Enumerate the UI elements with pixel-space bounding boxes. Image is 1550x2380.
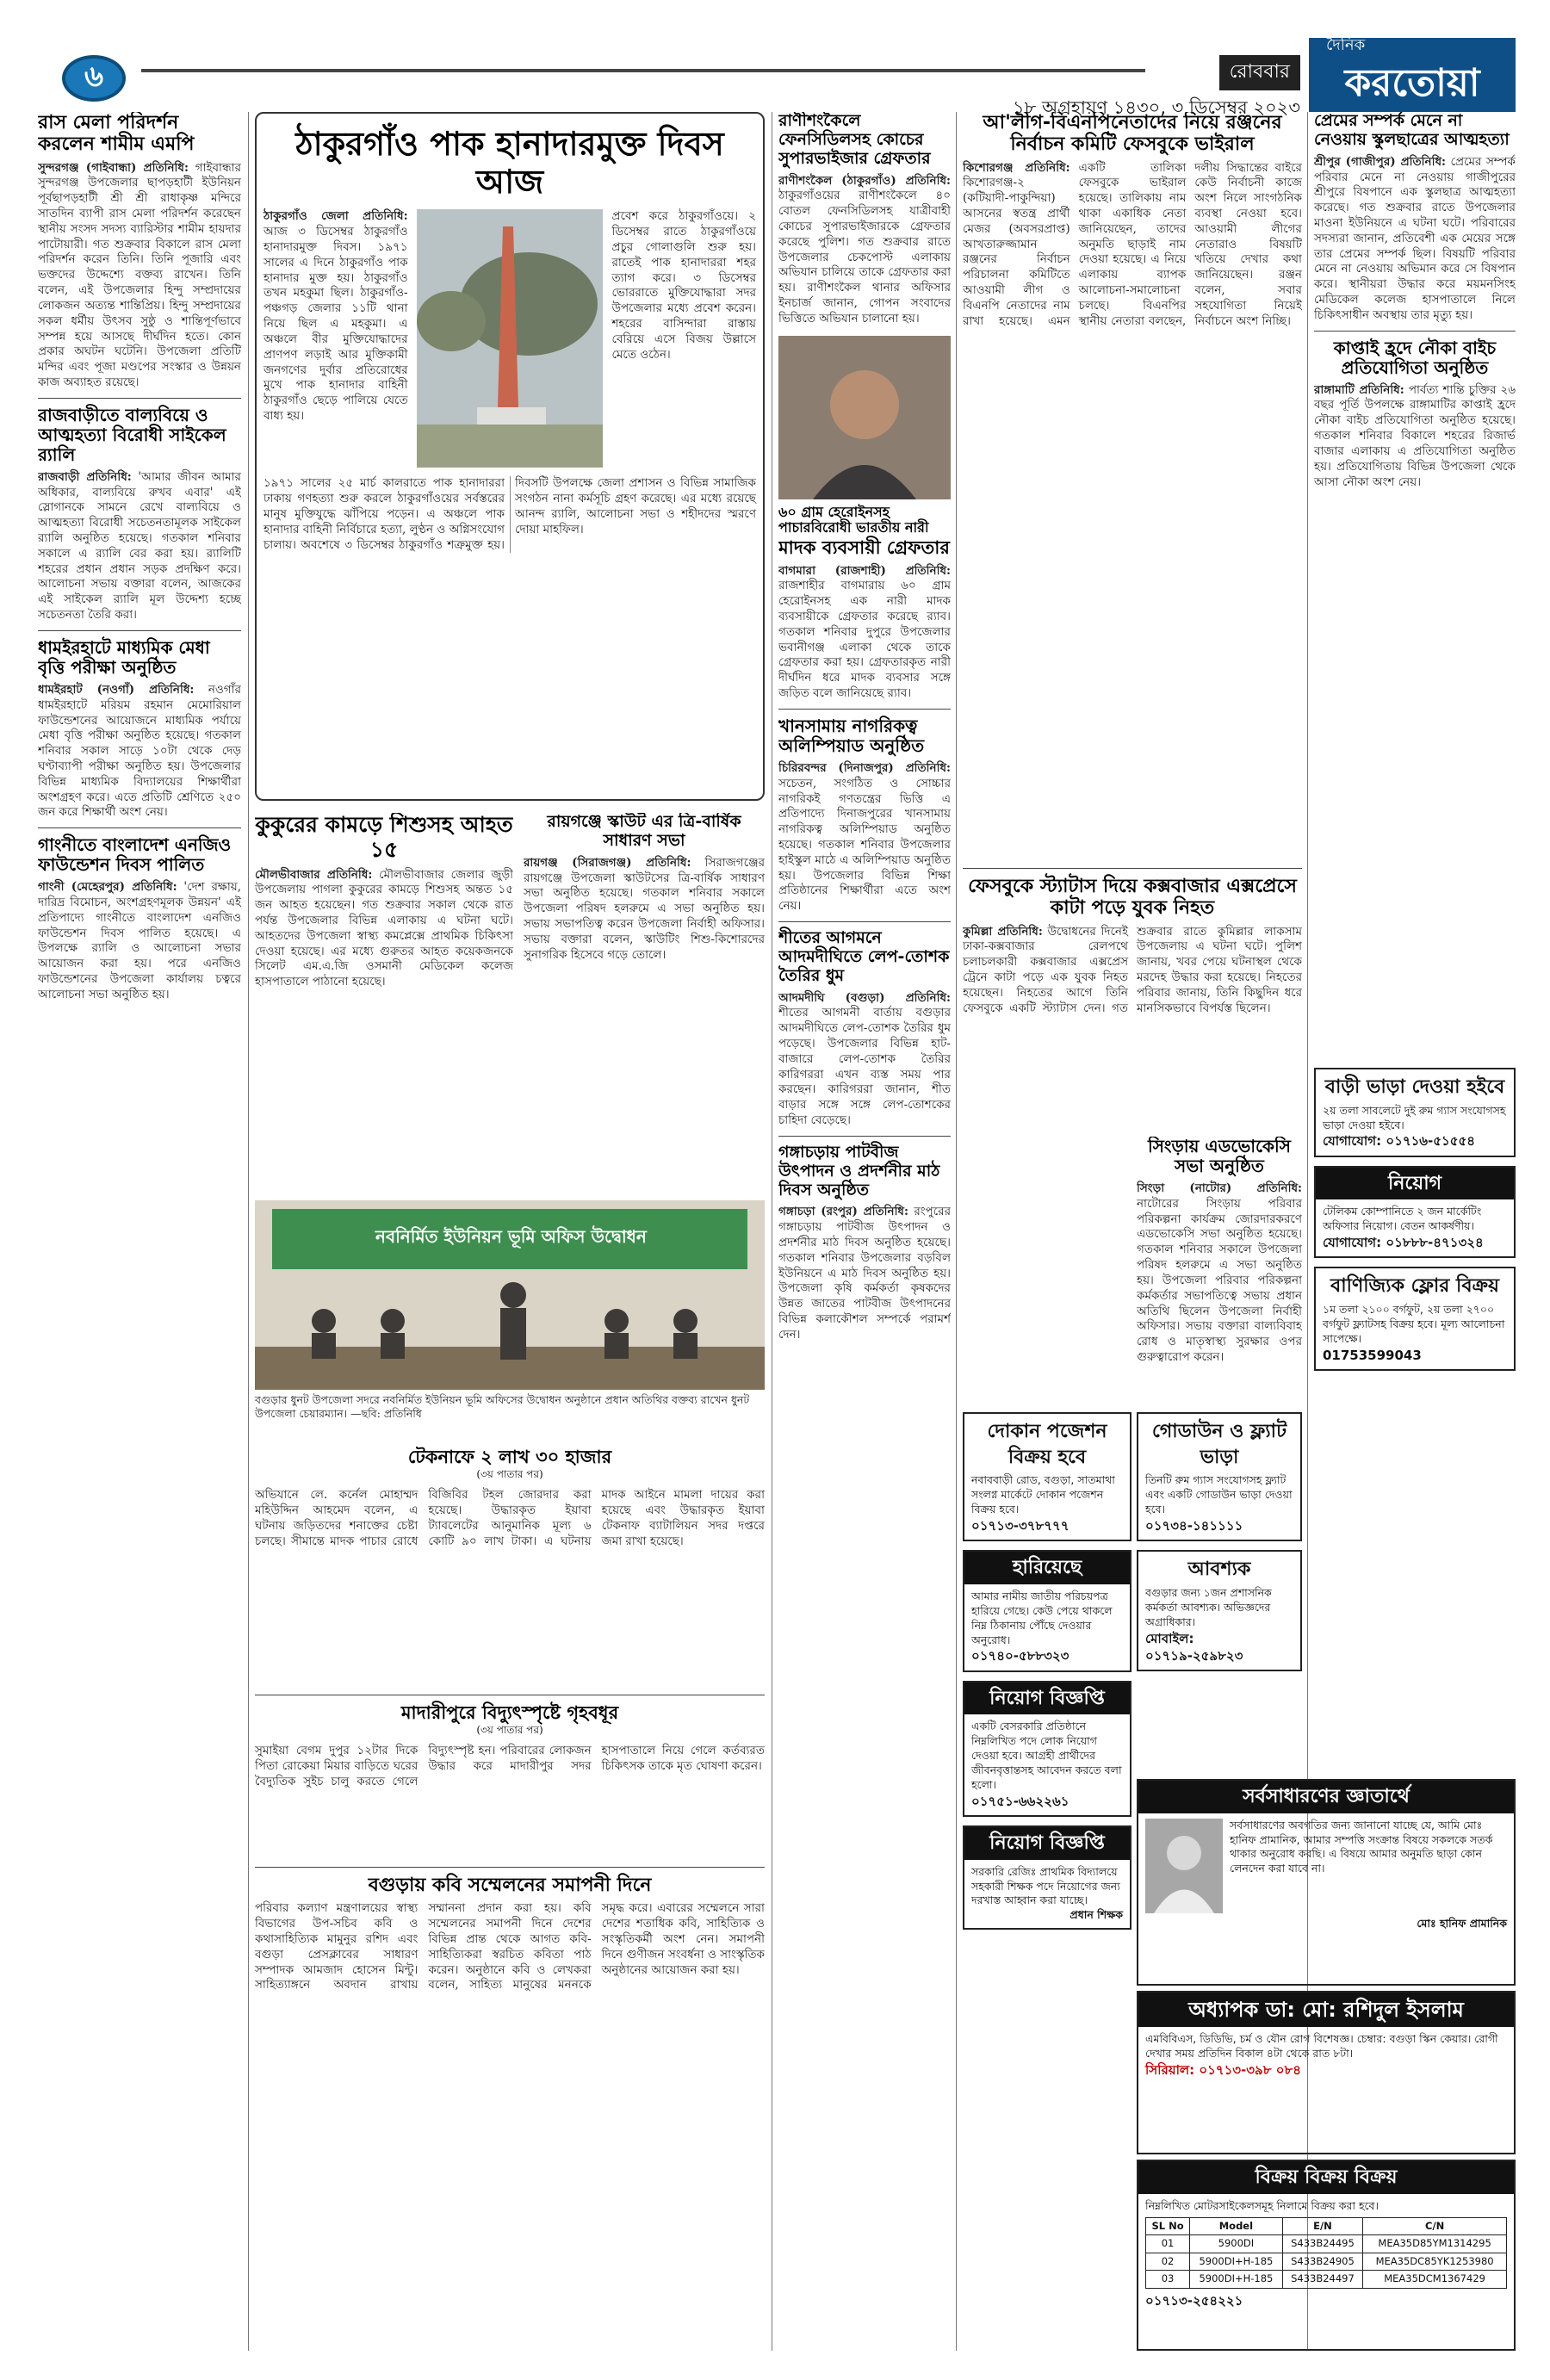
sale-table-cell: 02 (1146, 2253, 1190, 2271)
ad-title: বিক্রয় বিক্রয় বিক্রয় (1138, 2161, 1514, 2194)
article-body: উদ্বোধনের দিনেই ঢাকা-কক্সবাজার রেলপথে চলাচলকারী কক্সবাজার এক্সপ্রেস ট্রেনে কাটা পড়ে এক যুবক নিহত হয়েছেন। নিহতের আগে তিনি ফেসবুকে একটি স্ট্যাটাস দেন। গত শুক্রবার রাতে কুমিল্লার লাকসাম উপজেলায় এ ঘটনা ঘটে। পুলিশ জানায়, খবর পেয়ে ঘটনাস্থল থেকে মরদেহ উদ্ধার করা হয়েছে। নিহতের পরিবার জানায়, তিনি কিছুদিন ধরে মানসিকভাবে বিপর্যস্ত ছিলেন। (963, 924, 1302, 1015)
divider (38, 827, 241, 828)
article-body: ঠাকুরগাঁওয়ের রাণীশংকৈলে ৪০ বোতল ফেনসিডিলসহ যাত্রীবাহী কোচের সুপারভাইজারকে গ্রেফতার করেছে পুলিশ। গত শুক্রবার রাতে উপজেলার চেকপোস্ট এলাকায় অভিযান চালিয়ে তাকে গ্রেফতার করা হয়। রাণীশংকৈল থানার অফিসার ইনচার্জ জানান, গোপন সংবাদের ভিত্তিতে অভিযান চালানো হয়। (778, 189, 951, 325)
ad-body: আমার নামীয় জাতীয় পরিচয়পত্র হারিয়ে গেছে। কেউ পেয়ে থাকলে নিম্ন ঠিকানায় পৌঁছে দেওয়ার অনুরোধ। (971, 1589, 1113, 1646)
sale-table-cell: MEA35D85YM1314295 (1363, 2235, 1507, 2253)
byline: মৌলভীবাজার প্রতিনিধি: (255, 867, 373, 882)
article-body: নাটোরের সিংড়ায় পরিবার পরিকল্পনা কার্যক্রম জোরদারকরণে এডভোকেসি সভা অনুষ্ঠিত হয়েছে। গতকাল শনিবার সকালে উপজেলা পরিষদ হলরুমে এ সভা অনুষ্ঠিত হয়। উপজেলা পরিবার পরিকল্পনা কর্মকর্তার সভাপতিত্বে সভায় প্রধান অতিথি ছিলেন উপজেলা নির্বাহী অফিসার। সভায় বক্তারা বাল্যবিবাহ রোধ ও মাতৃস্বাস্থ্য সুরক্ষার ওপর গুরুত্বারোপ করেন। (1137, 1196, 1302, 1364)
lead-body-full: ১৯৭১ সালের ২৫ মার্চ কালরাতে পাক হানাদাররা ঢাকায় গণহত্যা শুরু করলে ঠাকুরগাঁওয়ের সর্বস্তরের মানুষ মুক্তিযুদ্ধে ঝাঁপিয়ে পড়েন। এ অঞ্চলে পাক হানাদার বাহিনী নির্বিচারে হত্যা, লুণ্ঠন ও অগ্নিসংযোগ চালায়। অবশেষে ৩ ডিসেম্বর ঠাকুরগাঁও শত্রুমুক্ত হয়। দিবসটি উপলক্ষে জেলা প্রশাসন ও বিভিন্ন সামাজিক সংগঠন নানা কর্মসূচি গ্রহণ করেছে। এর মধ্যে রয়েছে আনন্দ র‌্যালি, আলোচনা সভা ও শহীদদের স্মরণে দোয়া মাহফিল। (264, 476, 756, 552)
sale-table-header: SL No (1146, 2217, 1190, 2235)
ad-phone: যোগাযোগ: ০১৭১৬-৫১৫৫৪ (1323, 1133, 1475, 1150)
singra-story (1137, 1137, 1302, 1412)
continuation-note: (৩য় পাতার পর) (476, 1724, 543, 1737)
headline-madaripur: মাদারীপুরে বিদ্যুৎস্পৃষ্টে গৃহবধূর (400, 1702, 619, 1723)
sale-table-cell: S433B24497 (1282, 2271, 1363, 2289)
article-teknaf: অভিযানে লে. কর্নেল মোহাম্মদ মহিউদ্দিন আহমেদ বলেন, এ ঘটনায় জড়িতদের শনাক্তের চেষ্টা চলছে। সীমান্তে মাদক পাচার রোধে বিজিবির টহল জোরদার করা হয়েছে। উদ্ধারকৃত ইয়াবা ট্যাবলেটের আনুমানিক মূল্য ৬ কোটি ৯০ লাখ টাকা। এ ঘটনায় মাদক আইনে মামলা দায়ের করা হয়েছে এবং উদ্ধারকৃত ইয়াবা টেকনাফ ব্যাটালিয়ন সদর দপ্তরে জমা রাখা হয়েছে। (255, 1488, 765, 1548)
ad-doctor (1137, 1991, 1516, 2154)
ad-title: সর্বসাধারণের জ্ঞাতার্থে (1138, 1781, 1514, 1813)
article-boat-race (1314, 383, 1516, 491)
sale-table-row (1146, 2253, 1507, 2271)
column-rule (956, 112, 957, 2351)
byline: চিরিরবন্দর (দিনাজপুর) প্রতিনিধি: (778, 760, 951, 775)
sale-table-cell: MEA35DC85YK1253980 (1363, 2253, 1507, 2271)
column-5-mid (963, 861, 1302, 1137)
ad-phone: সিরিয়াল: ০১৭১৩-৩৯৮ ০৮৪ (1145, 2062, 1301, 2079)
byline: ঠাকুরগাঁও জেলা প্রতিনিধি: (264, 209, 408, 224)
ad-phone: ০১৭১৩-২৫৪২২১ (1145, 2292, 1243, 2309)
divider (38, 398, 241, 399)
article-body: 'দেশ রক্ষায়, দারিদ্র বিমোচন, অংশগ্রহণমূলক উন্নয়ন' এই প্রতিপাদ্যে গাংনীতে বাংলাদেশ এনজিও ফাউন্ডেশন দিবস পালিত হয়েছে। এ উপলক্ষে র‌্যালি ও আলোচনা সভার আয়োজন করা হয়। পরে এনজিও ফাউন্ডেশনের উপজেলা কার্যালয় চত্বরে আলোচনা সভা অনুষ্ঠিত হয়। (38, 880, 241, 1001)
ad-title: বাড়ী ভাড়া দেওয়া হইবে (1324, 1076, 1505, 1098)
ad-title: বাণিজ্যিক ফ্লোর বিক্রয় (1330, 1275, 1499, 1298)
article-body: নওগাঁর ধামইরহাটে মরিয়ম রহমান মেমোরিয়াল ফাউন্ডেশনের আয়োজনে মাধ্যমিক পর্যায়ে মেধা বৃত্তি পরীক্ষা অনুষ্ঠিত হয়েছে। গতকাল শনিবার সকাল সাড়ে ১০টা থেকে দেড় ঘণ্টাব্যাপী পরীক্ষা অনুষ্ঠিত হয়। উপজেলার বিভিন্ন মাধ্যমিক বিদ্যালয়ের শিক্ষার্থীরা অংশগ্রহণ করে। এতে প্রতিটি শ্রেণিতে ২৫০ জন করে শিক্ষার্থী অংশ নেয়। (38, 682, 241, 820)
article-body: প্রেমের সম্পর্ক পরিবার মেনে না নেওয়ায় গাজীপুরের শ্রীপুরে বিষপানে এক স্কুলছাত্র আত্মহত্যা করেছে। গত শুক্রবার রাতে উপজেলার মাওনা ইউনিয়নে এ ঘটনা ঘটে। পরিবারের সদস্যরা জানান, প্রতিবেশী এক মেয়ের সঙ্গে তার প্রেমের সম্পর্ক ছিল। বিষয়টি পরিবার মেনে না নেওয়ায় অভিমান করে সে বিষপান করে। স্থানীয়রা উদ্ধার করে ময়মনসিংহ মেডিকেল কলেজ হাসপাতালে নিলে চিকিৎসাধীন অবস্থায় তার মৃত্যু হয়। (1314, 154, 1516, 322)
article-singra-advocacy (1137, 1181, 1302, 1366)
ad-body: ২য় তলা সাবলেটে দুই রুম গ্যাস সংযোগসহ ভাড়া দেওয়া হইবে। (1323, 1103, 1506, 1131)
headline-drug-dealer: মাদক ব্যবসায়ী গ্রেফতার (778, 537, 950, 559)
headline-scouts: রায়গঞ্জে স্কাউট এর ত্রি-বার্ষিক সাধারণ সভা (547, 813, 741, 850)
column-1 (38, 112, 241, 2351)
ad-body: এমবিবিএস, ডিডিভি, চর্ম ও যৌন রোগ বিশেষজ্ঞ। চেম্বার: বগুড়া স্কিন কেয়ার। রোগী দেখার সময় প্রতিদিন বিকাল ৪টা থেকে রাত ৮টা। (1145, 2032, 1498, 2061)
ad-phone: ০১৭৪০-৫৮৮৩২৩ (971, 1648, 1070, 1664)
byline: শ্রীপুর (গাজীপুর) প্রতিনিধি: (1314, 154, 1446, 169)
article-body: সচেতন, সংগঠিত ও সোচ্চার নাগরিকই গণতন্ত্রের ভিত্তি এ প্রতিপাদ্যে দিনাজপুরের খানসামায় নাগরিকত্ব অলিম্পিয়াড অনুষ্ঠিত হয়েছে। গতকাল শনিবার উপজেলার হাইস্কুল মাঠে এ অলিম্পিয়াড অনুষ্ঠিত হয়। উপজেলার বিভিন্ন শিক্ষা প্রতিষ্ঠানের শিক্ষার্থীরা এতে অংশ নেয়। (778, 776, 951, 914)
headline-election-committee: আ'লীগ-বিএনপিনেতাদের নিয়ে রঞ্জনের নির্বাচন কমিটি ফেসবুকে ভাইরাল (983, 112, 1282, 156)
article-ras-mela (38, 161, 241, 391)
article-body: গাইবান্ধার সুন্দরগঞ্জ উপজেলার ছাপড়হাটী ইউনিয়ন পূর্বছাপড়হাটী শ্রী শ্রী রাধাকৃষ্ণ মন্দিরে সাতদিন ব্যাপী রাস মেলা পরিদর্শন করেছেন স্থানীয় সংসদ সদস্য ব্যারিস্টার শামীম হায়দার পাটোয়ারী। গত শুক্রবার বিকালে রাস মেলা পরিদর্শন করেন তিনি। তিনি পূজারি এবং ভক্তদের উদ্দেশ্যে বক্তব্য রাখেন। তিনি বলেন, এই উপজেলার হিন্দু সম্প্রদায়ের লোকজন অত্যন্ত শান্তিপ্রিয়। হিন্দু সম্প্রদায়ের সকল ধর্মীয় উৎসব সুষ্ঠু ও শান্তিপূর্ণভাবে সম্পন্ন হয়ে আসছে দীর্ঘদিন হতে। কোন প্রকার অঘটন ঘটেনি। উপজেলা প্রতিটি মন্দির এবং পূজা মণ্ডপের সংস্কার ও উন্নয়ন কাজ অব্যাহত রয়েছে। (38, 160, 241, 389)
sale-table-cell: 03 (1146, 2271, 1190, 2289)
byline: কিশোরগঞ্জ প্রতিনিধি: (963, 160, 1070, 175)
ad-house-rent (1314, 1068, 1516, 1157)
byline: কুমিল্লা প্রতিনিধি: (963, 924, 1043, 939)
ad-signature: প্রধান শিক্ষক (1070, 1908, 1123, 1922)
article-body: রংপুরের গঙ্গাচড়ায় পাটবীজ উৎপাদন ও প্রদর্শনীর মাঠ দিবস অনুষ্ঠিত হয়েছে। গতকাল শনিবার উপজেলার বড়বিল ইউনিয়নে এ মাঠ দিবস অনুষ্ঠিত হয়। উপজেলা কৃষি কর্মকর্তা কৃষকদের উন্নত জাতের পাটবীজ উৎপাদনের বিভিন্ন কলাকৌশল সম্পর্কে পরামর্শ দেন। (778, 1205, 951, 1342)
monument-illustration (417, 209, 604, 468)
headline-singra-advocacy: সিংড়ায় এডভোকেসি সভা অনুষ্ঠিত (1147, 1137, 1291, 1176)
divider (778, 709, 951, 710)
portrait-photo (778, 336, 951, 499)
ad-lost (963, 1550, 1132, 1671)
divider (38, 630, 241, 631)
photo-headline: ৬০ গ্রাম হেরোইনসহ পাচারবিরোধী ভারতীয় নারী (778, 503, 929, 536)
byline: সুন্দরগঞ্জ (গাইবান্ধা) প্রতিনিধি: (38, 160, 189, 175)
dog-bite-story (255, 813, 513, 1192)
sale-table-cell: 5900DI+H-185 (1190, 2271, 1283, 2289)
article-jute-seed (778, 1205, 951, 1342)
event-photo (255, 1200, 765, 1390)
ad-phone: যোগাযোগ: ০১৮৮৮-৪৭১৩২৪ (1323, 1235, 1484, 1251)
divider (255, 1867, 765, 1868)
headline-scholarship-exam: ধামইরহাটে মাধ্যমিক মেধা বৃত্তি পরীক্ষা অনুষ্ঠিত (38, 636, 210, 678)
article-olympiad (778, 761, 951, 914)
ad-signature: মোঃ হানিফ প্রামানিক (1417, 1916, 1507, 1930)
byline: রায়গঞ্জ (সিরাজগঞ্জ) প্রতিনিধি: (524, 855, 691, 870)
ad-phone: ০১৭৫১-৬৬২২৬১ (971, 1793, 1070, 1809)
sale-table-row (1146, 2235, 1507, 2253)
headline-ras-mela: রাস মেলা পরিদর্শন করলেন শামীম এমপি (38, 112, 195, 156)
byline: গাংনী (মেহেরপুর) প্রতিনিধি: (38, 880, 177, 895)
divider (778, 1136, 951, 1137)
article-body: আজ ৩ ডিসেম্বর ঠাকুরগাঁও হানাদারমুক্ত দিবস। ১৯৭১ সালের এ দিনে ঠাকুরগাঁও পাক হানাদার মুক্ত হয়। ঠাকুরগাঁও তখন মহকুমা ছিল। ঠাকুরগাঁও-পঞ্চগড় জেলার ১১টি থানা নিয়ে ছিল এ মহকুমা। এ অঞ্চলে বীর মুক্তিযোদ্ধাদের প্রাণপণ লড়াই আর মুক্তিকামী জনগণের দুর্বার প্রতিরোধের মুখে পাক হানাদার বাহিনী ঠাকুরগাঁও ছেড়ে পালিয়ে যেতে বাধ্য হয়। (264, 225, 408, 423)
ad-body: টেলিকম কোম্পানিতে ২ জন মার্কেটিং অফিসার নিয়োগ। বেতন আকর্ষণীয়। (1323, 1205, 1482, 1233)
headline-quilt-making: শীতের আগমনে আদমদীঘিতে লেপ-তোশক তৈরির ধুম (778, 928, 950, 985)
article-scholarship-exam (38, 683, 241, 821)
continuation-note: (৩য় পাতার পর) (476, 1468, 543, 1481)
ad-title: হারিয়েছে (964, 1552, 1130, 1584)
sale-table-header: E/N (1282, 2217, 1363, 2235)
article-phensedyl-arrest (778, 174, 951, 327)
scouts-story (524, 813, 765, 1192)
headline-teknaf: টেকনাফে ২ লাখ ৩০ হাজার (407, 1447, 612, 1467)
ads-column-c (1314, 1068, 1516, 1429)
bogura-story (255, 1860, 765, 2351)
article-cycle-rally (38, 470, 241, 623)
article-train-death (963, 925, 1302, 1017)
column-4 (778, 112, 951, 2351)
photo-banner-text: নবনির্মিত ইউনিয়ন ভূমি অফিস উদ্বোধন (375, 1226, 647, 1247)
logo-small-text: দৈনিক (1326, 36, 1366, 54)
ad-body: সরকারি রেজিঃ প্রাথমিক বিদ্যালয়ে সহকারী শিক্ষক পদে নিয়োগের জন্য দরখাস্ত আহ্বান করা যাচ্ছে। (971, 1864, 1120, 1907)
ad-phone: ০১৭১৩-৩৭৮৭৭৭ (971, 1518, 1070, 1534)
ads-column-b (1137, 1412, 1302, 1774)
headline-phensedyl-arrest: রাণীশংকৈলে ফেনসিডিলসহ কোচের সুপারভাইজার গ্রেফতার (778, 112, 931, 168)
article-scouts (524, 856, 765, 964)
article-quilt-making (778, 991, 951, 1129)
headline-olympiad: খানসামায় নাগরিকত্ব অলিম্পিয়াড অনুষ্ঠিত (778, 715, 925, 756)
headline-dog-bite: কুকুরের কামড়ে শিশুসহ আহত ১৫ (255, 813, 513, 862)
notice-person-photo (1145, 1819, 1223, 1913)
byline: রাজবাড়ী প্রতিনিধি: (38, 469, 132, 484)
news-photo-block (255, 1200, 765, 1422)
ad-title: নিয়োগ বিজ্ঞপ্তি (964, 1827, 1130, 1860)
ad-title: নিয়োগ (1316, 1168, 1514, 1200)
ad-title: নিয়োগ বিজ্ঞপ্তি (964, 1683, 1130, 1715)
newspaper-logo (1309, 38, 1516, 112)
sale-table-cell: S433B24495 (1282, 2235, 1363, 2253)
headline-train-death: ফেসবুকে স্ট্যাটাস দিয়ে কক্সবাজার এক্সপ্রেসে কাটা পড়ে যুবক নিহত (968, 876, 1297, 920)
article-body: 'আমার জীবন আমার অধিকার, বাল্যবিয়ে রুখব এবার' এই স্লোগানকে সামনে রেখে বাল্যবিয়ে ও আত্মহত্যা বিরোধী সচেতনতামূলক সাইকেল র‌্যালি অনুষ্ঠিত হয়েছে। গতকাল শনিবার সকালে এ র‌্যালি বের করা হয়। র‌্যালিটি শহরের প্রধান প্রধান সড়ক প্রদক্ষিণ করে। আলোচনা সভায় বক্তারা বলেন, আজকের এই সাইকেল র‌্যালি মূল উদ্দেশ্য হচ্ছে সচেতনতা তৈরি করা। (38, 469, 241, 623)
sale-table-cell: 5900DI (1190, 2235, 1283, 2253)
portrait-illustration (778, 336, 951, 499)
headline-cycle-rally: রাজবাড়ীতে বাল্যবিয়ে ও আত্মহত্যা বিরোধী সাইকেল র‌্যালি (38, 404, 226, 465)
sale-table-cell: 5900DI+H-185 (1190, 2253, 1283, 2271)
teknaf-story (255, 1447, 765, 1705)
ad-title: দোকান পজেশন বিক্রয় হবে (987, 1421, 1107, 1468)
page-number: ৬ (84, 59, 104, 94)
masthead-day: রোববার (1219, 55, 1300, 90)
ad-body: তিনটি রুম গ্যাস সংযোগসহ ফ্ল্যাট এবং একটি গোডাউন ভাড়া দেওয়া হবে। (1145, 1473, 1293, 1516)
byline: রাণীশংকৈল (ঠাকুরগাঁও) প্রতিনিধি: (778, 173, 951, 188)
ad-shop-sale (963, 1412, 1132, 1541)
person-illustration (1145, 1819, 1223, 1913)
column-rule (248, 112, 249, 2351)
byline: বাগমারা (রাজশাহী) প্রতিনিধি: (778, 563, 951, 578)
ad-phone: ০১৭৩৪-১৪১১১১ (1145, 1518, 1243, 1534)
lead-story-box (255, 112, 765, 801)
ad-floor-sale (1314, 1267, 1516, 1371)
article-madaripur: সুমাইয়া বেগম দুপুর ১২টার দিকে পিতা রোকেয়া মিয়ার বাড়িতে ঘরের বৈদ্যুতিক সুইচ চালু করতে গেলে বিদ্যুৎস্পৃষ্ট হন। পরিবারের লোকজন উদ্ধার করে মাদারীপুর সদর হাসপাতালে নিয়ে গেলে কর্তব্যরত চিকিৎসক তাকে মৃত ঘোষণা করেন। (255, 1744, 765, 1788)
sale-table (1145, 2217, 1507, 2289)
article-ngo-foundation-day (38, 880, 241, 1003)
headline-ngo-foundation-day: গাংনীতে বাংলাদেশ এনজিও ফাউন্ডেশন দিবস পালিত (38, 834, 232, 876)
ad-phone: মোবাইল: ০১৭১৯-২৫৯৮২৩ (1145, 1630, 1243, 1664)
sale-table-header-row (1146, 2217, 1507, 2235)
lead-headline: ঠাকুরগাঁও পাক হানাদারমুক্ত দিবস আজ (295, 125, 724, 201)
ad-body: সর্বসাধারণের অবগতির জন্য জানানো যাচ্ছে যে, আমি মোঃ হানিফ প্রামানিক, আমার সম্পত্তি সংক্রান্ত বিষয়ে সকলকে সতর্ক থাকার অনুরোধ করছি। এ বিষয়ে আমার অনুমতি ছাড়া কোন লেনদেন করা যাবে না। (1230, 1818, 1493, 1875)
ad-body: নিম্নলিখিত মোটরসাইকেলসমূহ নিলামে বিক্রয় করা হবে। (1145, 2198, 1379, 2212)
headline-bogura: বগুড়ায় কবি সম্মেলনের সমাপনী দিনে (368, 1875, 652, 1896)
ad-motorcycle-sale (1137, 2160, 1516, 2351)
divider (963, 868, 1302, 869)
lead-body-right: প্রবেশ করে ঠাকুরগাঁওয়ে। ২ ডিসেম্বর রাতে ঠাকুরগাঁওয়ে প্রচুর গোলাগুলি শুরু হয়। রাতেই পাক হানাদাররা শহর ত্যাগ করে। ৩ ডিসেম্বর ভোররাতে মুক্তিযোদ্ধারা সদর উপজেলার মধ্যে প্রবেশ করেন। শহরের বাসিন্দারা রাস্তায় বেরিয়ে এসে বিজয় উল্লাসে মেতে ওঠেন। (611, 209, 757, 362)
ad-recruitment-1 (963, 1681, 1132, 1817)
column-6 (1314, 112, 1516, 1059)
article-body: মৌলভীবাজার জেলার জুড়ী উপজেলায় পাগলা কুকুরের কামড়ে শিশুসহ অন্তত ১৫ জন আহত হয়েছেন। গত শুক্রবার সকাল থেকে রাত পর্যন্ত উপজেলার বিভিন্ন এলাকায় এ ঘটনা ঘটে। আহতদের উপজেলা স্বাস্থ্য কমপ্লেক্সে প্রাথমিক চিকিৎসা দেওয়া হয়েছে। এর মধ্যে গুরুতর আহত কয়েকজনকে সিলেট এম.এ.জি ওসমানী মেডিকেল কলেজ হাসপাতালে পাঠানো হয়েছে। (255, 867, 513, 989)
ad-title: আবশ্যক (1187, 1559, 1251, 1581)
ad-body: ১ম তলা ২১০০ বর্গফুট, ২য় তলা ২৭০০ বর্গফুট ফ্ল্যাটসহ বিক্রয় হবে। মূল্য আলোচনা সাপেক্ষে। (1323, 1303, 1505, 1345)
sale-table-row (1146, 2271, 1507, 2289)
sale-table-cell: MEA35DCM1367429 (1363, 2271, 1507, 2289)
photo-caption: বগুড়ার ধুনট উপজেলা সদরে নবনির্মিত ইউনিয়ন ভূমি অফিসের উদ্বোধন অনুষ্ঠানে প্রধান অতিথির বক্তব্য রাখেন ধুনট উপজেলা চেয়ারম্যান। —ছবি: প্রতিনিধি (255, 1393, 750, 1421)
ad-title: গোডাউন ও ফ্ল্যাট ভাড়া (1151, 1421, 1287, 1468)
article-election-committee (963, 161, 1302, 330)
ad-job (1314, 1166, 1516, 1259)
headline-boat-race: কাপ্তাই হ্রদে নৌকা বাইচ প্রতিযোগিতা অনুষ্ঠিত (1333, 337, 1497, 378)
article-drug-dealer (778, 564, 951, 702)
article-body: কিশোরগঞ্জ-২ (কটিয়াদী-পাকুন্দিয়া) আসনের স্বতন্ত্র প্রার্থী মেজর (অবসরপ্রাপ্ত) আখতারুজ্জামান রঞ্জনের নির্বাচন পরিচালনা কমিটিতে আওয়ামী লীগ ও বিএনপি নেতাদের নাম রাখা হয়েছে। এমন একটি তালিকা ফেসবুকে ভাইরাল হয়েছে। তালিকায় নাম থাকা একাধিক নেতা জানিয়েছেন, তাদের অনুমতি ছাড়াই নাম দেওয়া হয়েছে। এ নিয়ে এলাকায় ব্যাপক আলোচনা-সমালোচনা চলছে। বিএনপির স্থানীয় নেতারা বলছেন, দলীয় সিদ্ধান্তের বাইরে কেউ নির্বাচনী কাজে অংশ নিলে সাংগঠনিক ব্যবস্থা নেওয়া হবে। আওয়ামী লীগের নেতারাও বিষয়টি খতিয়ে দেখার কথা জানিয়েছেন। রঞ্জন বলেন, সবার সহযোগিতা নিয়েই নির্বাচনে অংশ নিচ্ছি। (963, 160, 1302, 328)
sale-table-header: C/N (1363, 2217, 1507, 2235)
byline: আদমদীঘি (বগুড়া) প্রতিনিধি: (778, 990, 951, 1005)
ad-wanted (1137, 1550, 1302, 1671)
divider (778, 921, 951, 922)
lead-body-left (264, 209, 408, 468)
ads-column-a (963, 1412, 1132, 2342)
ad-title: অধ্যাপক ডা: মো: রশিদুল ইসলাম (1138, 1993, 1514, 2027)
byline: গঙ্গাচড়া (রংপুর) প্রতিনিধি: (778, 1205, 908, 1219)
ad-godown-flat (1137, 1412, 1302, 1541)
article-student-suicide (1314, 155, 1516, 324)
byline: সিংড়া (নাটোর) প্রতিনিধি: (1137, 1181, 1302, 1195)
monument-photo (417, 209, 604, 468)
ad-body: নবাববাড়ী রোড, বগুড়া, সাতমাথা সংলগ্ন মার্কেটে দোকান পজেশন বিক্রয় হবে। (971, 1473, 1115, 1516)
article-body: শীতের আগমনী বার্তায় বগুড়ার আদমদীঘিতে লেপ-তোশক তৈরির ধুম পড়েছে। উপজেলার বিভিন্ন হাট-বাজারে লেপ-তোশক তৈরির কারিগররা এখন ব্যস্ত সময় পার করছেন। কারিগররা জানান, শীত বাড়ার সঙ্গে সঙ্গে লেপ-তোশকের চাহিদা বেড়েছে। (778, 1006, 951, 1128)
headline-student-suicide: প্রেমের সম্পর্ক মেনে না নেওয়ায় স্কুলছাত্রের আত্মহত্যা (1314, 112, 1510, 149)
sale-table-cell: 01 (1146, 2235, 1190, 2253)
divider (1314, 331, 1516, 332)
ad-recruitment-2 (963, 1825, 1132, 1930)
byline: রাঙ্গামাটি প্রতিনিধি: (1314, 382, 1404, 397)
article-body: রাজশাহীর বাগমারায় ৬০ গ্রাম হেরোইনসহ এক নারী মাদক ব্যবসায়ীকে গ্রেফতার করেছে র‌্যাব। গতকাল শনিবার দুপুরে উপজেলার ভবানীগঞ্জ এলাকা থেকে তাকে গ্রেফতার করা হয়। গ্রেফতারকৃত নারী দীর্ঘদিন ধরে মাদক ব্যবসার সঙ্গে জড়িত বলে জানিয়েছে র‌্যাব। (778, 579, 951, 701)
sale-table-header: Model (1190, 2217, 1283, 2235)
page-number-badge (62, 55, 126, 102)
ad-phone: 01753599043 (1323, 1347, 1422, 1363)
logo-big-text: করতোয়া (1344, 61, 1480, 105)
sale-table-cell: S433B24905 (1282, 2253, 1363, 2271)
ad-body: বগুড়ার জন্য ১জন প্রশাসনিক কর্মকর্তা আবশ্যক। অভিজ্ঞদের অগ্রাধিকার। (1145, 1585, 1272, 1628)
masthead-date: ১৮ অগ্রহায়ণ ১৪৩০, ৩ ডিসেম্বর ২০২৩ (1013, 97, 1300, 118)
masthead-rule (141, 69, 1145, 72)
article-body: সিরাজগঞ্জের রায়গঞ্জে উপজেলা স্কাউটসের ত্রি-বার্ষিক সাধারণ সভা অনুষ্ঠিত হয়েছে। গতকাল শনিবার সকালে উপজেলা পরিষদ হলরুমে এ সভা অনুষ্ঠিত হয়। সভায় সভাপতিত্ব করেন উপজেলা নির্বাহী অফিসার। সভায় বক্তারা বলেন, স্কাউটিং শিশু-কিশোরদের সুনাগরিক হিসেবে গড়ে তোলে। (524, 855, 765, 962)
article-bogura: পরিবার কল্যাণ মন্ত্রণালয়ের স্বাস্থ্য বিভাগের উপ-সচিব কবি ও কথাসাহিত্যিক মামুনুর রশিদ এবং বগুড়া প্রেসক্লাবের সাধারণ সম্পাদক আমজাদ হোসেন মিন্টু। সাহিত্যাঙ্গনে অবদান রাখায় সম্মাননা প্রদান করা হয়। কবি সম্মেলনের সমাপনী দিনে দেশের বিভিন্ন প্রান্ত থেকে আগত কবি-সাহিত্যিকরা স্বরচিত কবিতা পাঠ করেন। অনুষ্ঠানে কবি ও লেখকরা বলেন, সাহিত্য মানুষের মননকে সমৃদ্ধ করে। এবারের সম্মেলনে সারা দেশের শতাধিক কবি, সাহিত্যিক ও সংস্কৃতিকর্মী অংশ নেন। সমাপনী দিনে গুণীজন সংবর্ধনা ও সাংস্কৃতিক অনুষ্ঠানের আয়োজন করা হয়। (255, 1901, 765, 1993)
article-dog-bite (255, 868, 513, 991)
ad-public-notice (1137, 1779, 1516, 1986)
madaripur-story (255, 1688, 765, 1860)
headline-jute-seed: গঙ্গাচড়ায় পাটবীজ উৎপাদন ও প্রদর্শনীর মাঠ দিবস অনুষ্ঠিত (778, 1142, 940, 1199)
article-body: পার্বত্য শান্তি চুক্তির ২৬ বছর পূর্তি উপলক্ষে রাঙ্গামাটির কাপ্তাই হ্রদে নৌকা বাইচ প্রতিযোগিতা অনুষ্ঠিত হয়েছে। গতকাল শনিবার বিকালে শহরের রিজার্ভ বাজার এলাকায় এ প্রতিযোগিতা অনুষ্ঠিত হয়। প্রতিযোগিতায় বিভিন্ন উপজেলা থেকে আসা নৌকা অংশ নেয়। (1314, 382, 1516, 489)
ad-body: একটি বেসরকারি প্রতিষ্ঠানে নিম্নলিখিত পদে লোক নিয়োগ দেওয়া হবে। আগ্রহী প্রার্থীদের জীবনবৃত্তান্তসহ আবেদন করতে বলা হলো। (971, 1720, 1122, 1791)
byline: ধামইরহাট (নওগাঁ) প্রতিনিধি: (38, 682, 195, 697)
